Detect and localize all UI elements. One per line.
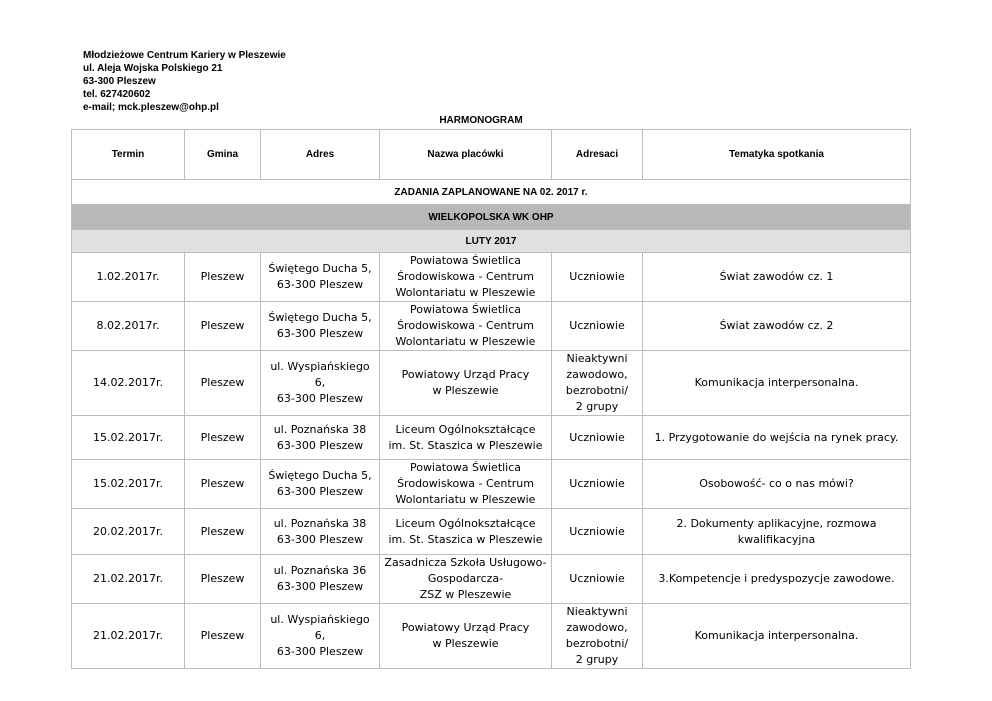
cell-tematyka (643, 351, 911, 416)
cell-tematyka (643, 604, 911, 669)
cell-tematyka (643, 253, 911, 302)
column-header-termin: Termin (72, 130, 185, 180)
cell-placowka (380, 416, 552, 460)
column-header-adres: Adres (261, 130, 380, 180)
cell-gmina: Pleszew (185, 509, 261, 555)
cell-placowka (380, 253, 552, 302)
cell-placowka-line: Powiatowa Świetlica (409, 303, 522, 316)
cell-tematyka (643, 555, 911, 604)
cell-adresaci-line: Uczniowie (569, 319, 625, 332)
cell-placowka-line: Środowiskowa - Centrum (397, 477, 534, 490)
cell-termin: 8.02.2017r. (72, 302, 185, 351)
schedule-table (71, 129, 911, 669)
cell-placowka-line: Gospodarcza- (427, 572, 504, 585)
cell-placowka-line: Środowiskowa - Centrum (397, 270, 534, 283)
cell-adres-line: ul. Poznańska 38 (273, 422, 367, 436)
cell-tematyka (643, 302, 911, 351)
cell-placowka-line: Środowiskowa - Centrum (397, 319, 534, 332)
cell-adres-line: 63-300 Pleszew (276, 278, 364, 291)
cell-placowka-line: ZSZ w Pleszewie (419, 588, 512, 601)
cell-tematyka (643, 416, 911, 460)
section-month-label: LUTY 2017 (72, 230, 911, 253)
table-row (72, 416, 911, 460)
cell-tematyka-line: 2. Dokumenty aplikacyjne, rozmowa (676, 516, 877, 530)
cell-tematyka-line: Komunikacja interpersonalna. (694, 629, 859, 642)
cell-placowka-line: im. St. Staszica w Pleszewie (388, 532, 543, 546)
cell-placowka-line: Wolontariatu w Pleszewie (395, 493, 536, 506)
table-row (72, 351, 911, 416)
cell-adresaci-line: 2 grupy (575, 400, 619, 413)
cell-tematyka-line: Osobowość- co o nas mówi? (699, 477, 854, 490)
cell-placowka-line: Wolontariatu w Pleszewie (395, 286, 536, 299)
cell-adresaci (552, 555, 643, 604)
cell-adres-line: 63-300 Pleszew (276, 392, 364, 405)
org-phone: tel. 627420602 (83, 89, 151, 100)
cell-adresaci-line: Uczniowie (569, 524, 625, 538)
cell-placowka (380, 351, 552, 416)
cell-placowka-line: Powiatowy Urząd Pracy (401, 621, 530, 634)
cell-adres (261, 302, 380, 351)
cell-adresaci-line: zawodowo, (566, 368, 628, 381)
cell-placowka (380, 460, 552, 509)
cell-tematyka-line: 1. Przygotowanie do wejścia na rynek pracy. (654, 430, 899, 444)
cell-termin: 15.02.2017r. (72, 460, 185, 509)
cell-adresaci-line: Uczniowie (569, 477, 625, 490)
cell-placowka (380, 509, 552, 555)
cell-adres-line: ul. Wyspiańskiego 6, (270, 360, 370, 389)
section-row-region (72, 205, 911, 230)
cell-adres-line: 63-300 Pleszew (276, 532, 364, 546)
cell-adres (261, 416, 380, 460)
cell-placowka-line: im. St. Staszica w Pleszewie (388, 438, 543, 452)
section-tasks-label: ZADANIA ZAPLANOWANE NA 02. 2017 r. (72, 180, 911, 205)
cell-tematyka (643, 460, 911, 509)
cell-placowka (380, 604, 552, 669)
cell-gmina: Pleszew (185, 253, 261, 302)
cell-placowka-line: Liceum Ogólnokształcące (395, 516, 536, 530)
cell-adres (261, 509, 380, 555)
section-region-label: WIELKOPOLSKA WK OHP (72, 205, 911, 230)
cell-adresaci (552, 351, 643, 416)
cell-adres-line: Świętego Ducha 5, (268, 311, 372, 324)
cell-termin: 21.02.2017r. (72, 604, 185, 669)
cell-adresaci-line: bezrobotni/ (565, 637, 629, 650)
cell-adres-line: 63-300 Pleszew (276, 485, 364, 498)
cell-gmina: Pleszew (185, 416, 261, 460)
cell-adres-line: Świętego Ducha 5, (268, 262, 372, 275)
cell-adres-line: Świętego Ducha 5, (268, 469, 372, 482)
cell-adresaci (552, 302, 643, 351)
cell-tematyka-line: Komunikacja interpersonalna. (694, 376, 859, 389)
cell-adres-line: ul. Wyspiańskiego 6, (270, 613, 370, 642)
org-name: Młodzieżowe Centrum Kariery w Pleszewie (83, 50, 286, 61)
cell-placowka-line: w Pleszewie (432, 384, 499, 397)
cell-gmina: Pleszew (185, 604, 261, 669)
cell-placowka-line: w Pleszewie (432, 637, 499, 650)
table-header-row (72, 130, 911, 180)
cell-tematyka (643, 509, 911, 555)
table-row (72, 460, 911, 509)
table-row (72, 555, 911, 604)
cell-gmina: Pleszew (185, 302, 261, 351)
cell-adresaci-line: Uczniowie (569, 430, 625, 444)
cell-adresaci-line: 2 grupy (575, 653, 619, 666)
cell-placowka-line: Zasadnicza Szkoła Usługowo- (384, 556, 547, 569)
cell-termin: 1.02.2017r. (72, 253, 185, 302)
cell-adres (261, 604, 380, 669)
org-email: e-mail; mck.pleszew@ohp.pl (83, 102, 219, 113)
column-header-adresaci: Adresaci (552, 130, 643, 180)
cell-adresaci-line: Uczniowie (569, 572, 625, 585)
cell-adres-line: ul. Poznańska 38 (273, 516, 367, 530)
cell-placowka-line: Powiatowy Urząd Pracy (401, 368, 530, 381)
table-row (72, 253, 911, 302)
cell-adres-line: ul. Poznańska 36 (273, 564, 367, 577)
cell-placowka-line: Liceum Ogólnokształcące (395, 422, 536, 436)
cell-adres (261, 351, 380, 416)
cell-adresaci-line: Nieaktywni (566, 352, 628, 365)
cell-adresaci-line: Uczniowie (569, 270, 625, 283)
cell-adres-line: 63-300 Pleszew (276, 327, 364, 340)
cell-tematyka-line: Świat zawodów cz. 2 (719, 319, 834, 332)
cell-adresaci-line: bezrobotni/ (565, 384, 629, 397)
cell-placowka-line: Wolontariatu w Pleszewie (395, 335, 536, 348)
cell-gmina: Pleszew (185, 555, 261, 604)
column-header-gmina: Gmina (185, 130, 261, 180)
column-header-placowka: Nazwa placówki (380, 130, 552, 180)
column-header-tematyka: Tematyka spotkania (643, 130, 911, 180)
cell-termin: 21.02.2017r. (72, 555, 185, 604)
table-row (72, 604, 911, 669)
cell-adresaci (552, 253, 643, 302)
cell-tematyka-line: 3.Kompetencje i predyspozycje zawodowe. (658, 572, 895, 585)
cell-termin: 14.02.2017r. (72, 351, 185, 416)
cell-gmina: Pleszew (185, 460, 261, 509)
cell-placowka-line: Powiatowa Świetlica (409, 254, 522, 267)
cell-adres-line: 63-300 Pleszew (276, 645, 364, 658)
cell-tematyka-line: kwalifikacyjna (737, 532, 816, 546)
cell-adresaci (552, 509, 643, 555)
table-row (72, 302, 911, 351)
cell-adresaci (552, 604, 643, 669)
cell-gmina: Pleszew (185, 351, 261, 416)
cell-termin: 20.02.2017r. (72, 509, 185, 555)
document-title: HARMONOGRAM (439, 115, 523, 126)
cell-adres (261, 253, 380, 302)
organization-header (83, 49, 286, 114)
section-row-tasks (72, 180, 911, 205)
cell-tematyka-line: Świat zawodów cz. 1 (719, 270, 834, 283)
cell-adresaci (552, 416, 643, 460)
cell-termin: 15.02.2017r. (72, 416, 185, 460)
cell-adres (261, 555, 380, 604)
cell-placowka (380, 302, 552, 351)
cell-adresaci-line: zawodowo, (566, 621, 628, 634)
cell-placowka (380, 555, 552, 604)
cell-adres-line: 63-300 Pleszew (276, 580, 364, 593)
cell-adres (261, 460, 380, 509)
cell-adresaci-line: Nieaktywni (566, 605, 628, 618)
cell-placowka-line: Powiatowa Świetlica (409, 461, 522, 474)
org-street: ul. Aleja Wojska Polskiego 21 (83, 63, 223, 74)
cell-adres-line: 63-300 Pleszew (276, 438, 364, 452)
org-city: 63-300 Pleszew (83, 76, 156, 87)
section-row-month (72, 230, 911, 253)
cell-adresaci (552, 460, 643, 509)
table-row (72, 509, 911, 555)
